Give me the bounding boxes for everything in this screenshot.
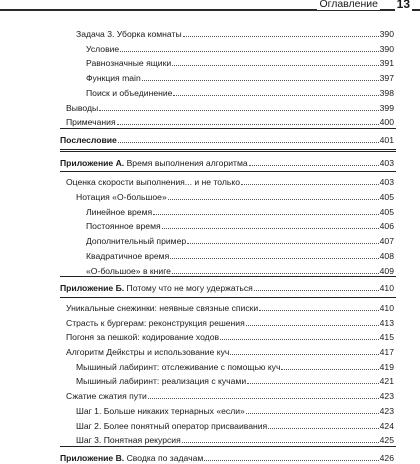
toc-entry-title: Мышиный лабиринт: отслеживание с помощью куч (76, 361, 281, 372)
section-rule (60, 276, 396, 277)
toc-entry[interactable] (66, 103, 394, 114)
dot-leader (268, 428, 378, 429)
toc-page-number: 426 (379, 452, 394, 463)
toc-page-number: 390 (379, 43, 394, 54)
toc-entry-title: Страсть к бургерам: реконструкция решения (66, 317, 245, 328)
toc-entry[interactable] (76, 435, 394, 446)
toc-entry-title: Оценка скорости выполнения... и не только (66, 177, 240, 188)
page-number: 13 (395, 0, 412, 11)
toc-entry[interactable] (66, 347, 394, 358)
toc-entry[interactable] (66, 391, 394, 402)
toc-page-number: 405 (379, 192, 394, 202)
toc-entry-title: Приложение А. Время выполнения алгоритма (60, 157, 248, 168)
dot-leader (153, 214, 379, 215)
toc-entry[interactable] (66, 303, 394, 314)
toc-entry-title: Линейное время (86, 206, 153, 217)
toc-entry-title: Алгоритм Дейкстры и использование куч (66, 347, 230, 357)
toc-page-number: 407 (379, 236, 394, 247)
page-header (0, 0, 420, 10)
dot-leader (246, 325, 379, 326)
dot-leader (247, 383, 379, 384)
toc-appendix-label: Приложение В. (60, 452, 125, 463)
dot-leader (118, 142, 379, 143)
toc-entry[interactable] (76, 376, 394, 387)
toc-chapter-entry[interactable] (60, 283, 394, 294)
toc-page-number: 424 (379, 420, 394, 431)
toc-entry-title: Поиск и объединение (86, 87, 173, 98)
toc-page-number: 425 (379, 435, 394, 446)
toc-entry[interactable] (66, 117, 394, 128)
toc-page-number: 408 (379, 250, 394, 261)
toc-appendix-label: Приложение А. (60, 157, 125, 168)
toc-entry[interactable] (76, 29, 394, 40)
toc-entry[interactable] (86, 221, 394, 232)
dot-leader (162, 228, 379, 229)
toc-entry-title: «О-большое» в книге (86, 265, 171, 276)
toc-page-number: 406 (379, 221, 394, 232)
dot-leader (148, 398, 379, 399)
dot-leader (168, 199, 379, 200)
toc-page-number: 390 (379, 29, 394, 39)
section-rule (60, 446, 396, 447)
toc-chapter-entry[interactable] (60, 158, 394, 169)
toc-entry-title: Приложение В. Сводка по задачам (60, 452, 204, 463)
dot-leader (120, 51, 378, 52)
toc-page-number: 419 (379, 361, 394, 372)
toc-entry-title: Дополнительный пример (86, 236, 187, 247)
toc-entry-title: Сжатие сжатия пути (66, 391, 147, 402)
toc-page-number: 403 (379, 177, 394, 188)
toc-page-number: 415 (379, 332, 394, 343)
toc-page-number: 423 (379, 405, 394, 416)
toc-entry-title: Условие (86, 43, 120, 54)
dot-leader (117, 124, 379, 125)
dot-leader (259, 310, 378, 311)
dot-leader (230, 354, 378, 355)
dot-leader (173, 95, 378, 96)
toc-entry-title: Шаг 3. Понятная рекурсия (76, 435, 181, 446)
toc-entry[interactable] (76, 192, 394, 203)
toc-page-number: 401 (379, 134, 394, 145)
toc-entry-title: Погоня за пешкой: кодирование ходов (66, 332, 220, 343)
toc-entry[interactable] (86, 266, 394, 277)
section-rule (60, 128, 396, 129)
dot-leader (183, 36, 379, 37)
toc-entry-title: Квадратичное время (86, 250, 170, 261)
toc-page-number: 397 (379, 73, 394, 84)
toc-entry[interactable] (76, 406, 394, 417)
toc-entry-title: Мышиный лабиринт: реализация с кучами (76, 376, 247, 387)
toc-entry-title: Уникальные снежинки: неявные связные списки (66, 302, 259, 313)
toc-page-number: 391 (379, 58, 394, 69)
toc-entry[interactable] (76, 421, 394, 432)
toc-page-number: 413 (379, 317, 394, 328)
dot-leader (170, 258, 378, 259)
toc-page-number: 409 (379, 265, 394, 276)
section-rule (60, 151, 396, 152)
dot-leader (254, 290, 379, 291)
toc-entry[interactable] (86, 73, 394, 84)
toc-page-number: 410 (379, 283, 394, 294)
toc-page-number: 421 (379, 376, 394, 387)
section-rule (60, 171, 396, 172)
toc-chapter-entry[interactable] (60, 135, 394, 146)
toc-page-number: 403 (379, 157, 394, 168)
toc-page-number: 423 (379, 391, 394, 402)
dot-leader (249, 165, 379, 166)
toc-entry-title: Нотация «О-большое» (76, 192, 167, 202)
toc-page-number: 398 (379, 87, 394, 98)
section-rule (60, 149, 396, 150)
toc-entry-title: Шаг 1. Больше никаких тернарных «если» (76, 405, 245, 416)
toc-entry[interactable] (86, 251, 394, 262)
toc-entry-title: Функция main (86, 73, 141, 84)
toc-entry[interactable] (66, 318, 394, 329)
toc-entry-title: Примечания (66, 117, 116, 128)
toc-page-number: 400 (379, 117, 394, 128)
running-title: Оглавление (319, 0, 378, 10)
toc-entry-title: Задача 3. Уборка комнаты (76, 29, 182, 39)
dot-leader (99, 110, 378, 111)
toc-entry[interactable] (86, 236, 394, 247)
toc-entry-title: Постоянное время (86, 221, 161, 232)
toc-page-number: 405 (379, 206, 394, 217)
toc-entry[interactable] (76, 362, 394, 373)
toc-entry-title: Равнозначные ящики (86, 58, 172, 69)
toc-entry[interactable] (66, 177, 394, 188)
section-rule (60, 297, 396, 298)
dot-leader (172, 65, 379, 66)
toc-appendix-label: Приложение Б. (60, 283, 125, 294)
toc-entry[interactable] (86, 44, 394, 55)
toc-page-number: 399 (379, 102, 394, 113)
dot-leader (246, 413, 379, 414)
dot-leader (220, 339, 379, 340)
dot-leader (172, 273, 379, 274)
toc-entry-title: Послесловие (60, 134, 117, 145)
toc-entry-title: Выводы (66, 102, 99, 113)
toc-page-number: 410 (379, 302, 394, 313)
toc-entry[interactable] (86, 58, 394, 69)
dot-leader (187, 243, 379, 244)
dot-leader (142, 80, 379, 81)
dot-leader (241, 184, 379, 185)
toc-chapter-entry[interactable] (60, 453, 394, 464)
toc-page-number: 417 (379, 347, 394, 357)
toc-entry[interactable] (86, 207, 394, 218)
dot-leader (281, 369, 378, 370)
toc-entry[interactable] (86, 88, 394, 99)
toc-entry[interactable] (66, 332, 394, 343)
toc-entry-title: Шаг 2. Более понятный оператор присваивания (76, 420, 268, 431)
toc-entry-title: Приложение Б. Потому что не могу удержаться (60, 283, 253, 294)
dot-leader (204, 460, 378, 461)
dot-leader (182, 442, 379, 443)
